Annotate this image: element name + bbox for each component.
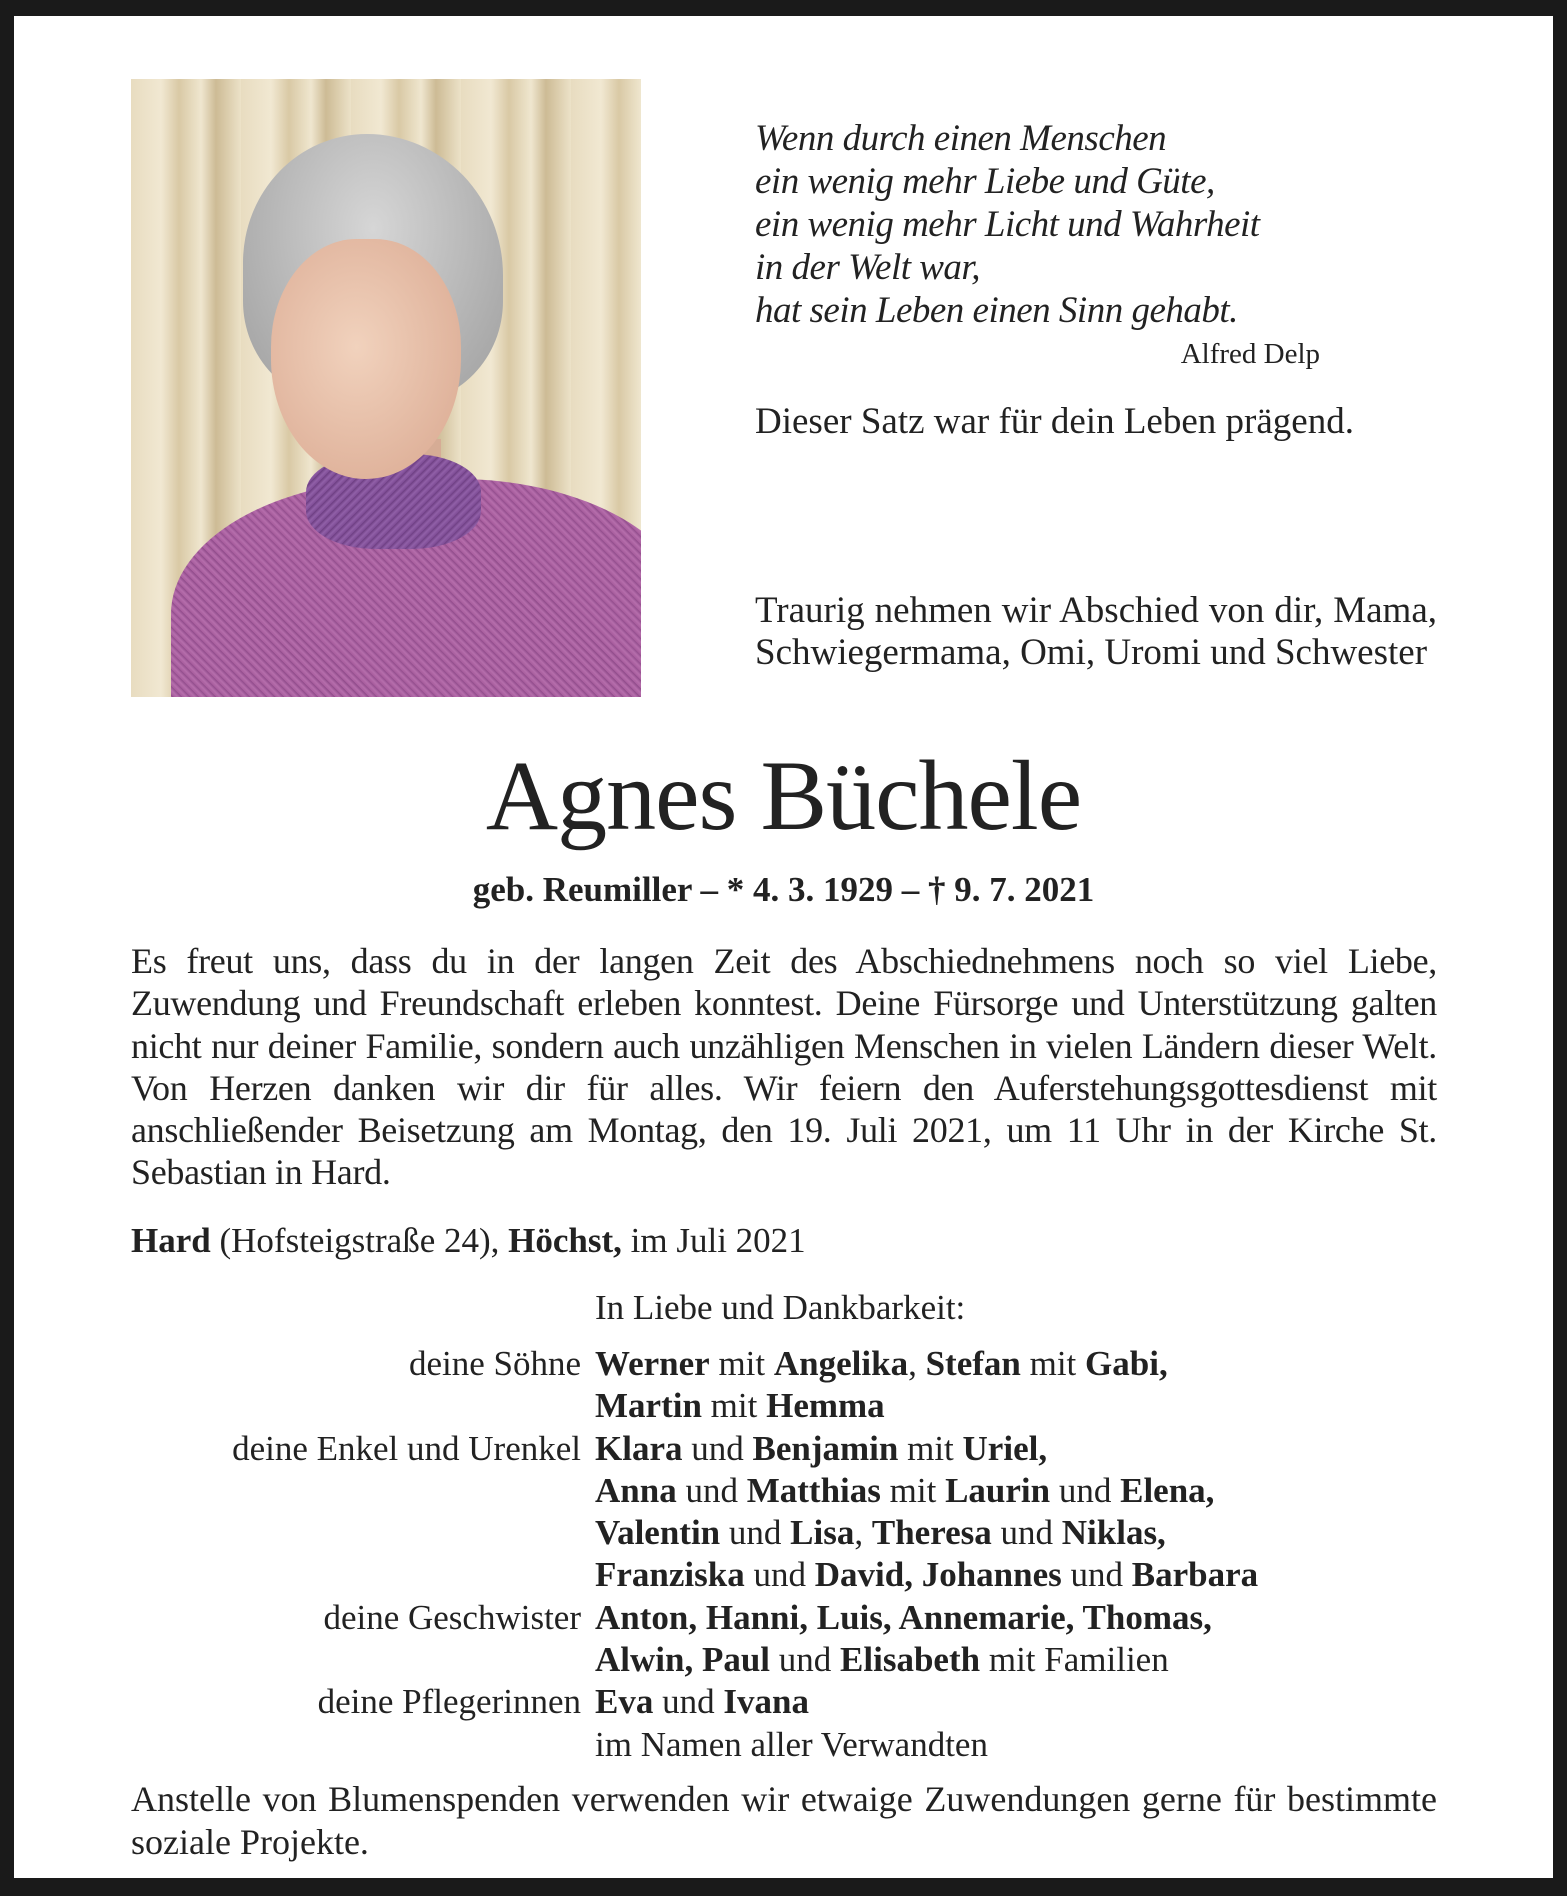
relation-label (131, 1470, 595, 1512)
mourner-row (131, 1639, 1461, 1681)
place-date-line (131, 1221, 806, 1261)
relation-label (131, 1385, 595, 1427)
mourner-row (131, 1512, 1461, 1554)
poem-line: hat sein Leben einen Sinn gehabt. (755, 290, 1238, 331)
relation-label: deine Söhne (408, 1344, 581, 1383)
relation-label: deine Enkel und Urenkel (232, 1428, 581, 1468)
relation-label: deine Geschwister (323, 1597, 581, 1637)
mourner-names: Klara und Benjamin mit Uriel, (595, 1428, 1048, 1468)
mourners-list (131, 1343, 1461, 1766)
portrait-photo (131, 79, 641, 697)
mourners-intro: In Liebe und Dankbarkeit: (595, 1288, 966, 1327)
mourner-names: Alwin, Paul und Elisabeth mit Familien (595, 1640, 1169, 1680)
mourner-row (131, 1470, 1461, 1512)
mourner-row (131, 1385, 1461, 1427)
mourner-names: im Namen aller Verwandten (595, 1724, 988, 1764)
mourner-row (131, 1554, 1461, 1596)
mourner-row (131, 1681, 1461, 1723)
mourner-row (131, 1597, 1461, 1639)
farewell-text: Traurig nehmen wir Abschied von dir, Mama, Schwiegermama, Omi, Uromi und Schwester (755, 590, 1437, 673)
mourner-names: Valentin und Lisa, Theresa und Niklas, (595, 1513, 1166, 1553)
mourner-names: Anna und Matthias mit Laurin und Elena, (595, 1470, 1215, 1510)
quote-note: Dieser Satz war für dein Leben prägend. (755, 401, 1354, 442)
poem-line: Wenn durch einen Menschen (755, 118, 1167, 159)
poem-line: ein wenig mehr Liebe und Güte, (755, 161, 1215, 202)
mourner-names: Eva und Ivana (595, 1682, 809, 1722)
relation-label: deine Pflegerinnen (317, 1682, 581, 1722)
town: Hard (131, 1221, 211, 1260)
birth-death-dates: geb. Reumiller – * 4. 3. 1929 – † 9. 7. 2021 (472, 870, 1095, 909)
mourner-names: Franziska und David, Johannes und Barbara (595, 1555, 1259, 1595)
deceased-name: Agnes Büchele (485, 740, 1082, 851)
poem-author: Alfred Delp (1180, 338, 1320, 370)
town: Höchst, (508, 1221, 622, 1260)
relation-label (131, 1512, 595, 1554)
address: (Hofsteigstraße 24), (210, 1221, 509, 1260)
closing-note: Anstelle von Blumenspenden verwenden wir etwaige Zuwendungen gerne für bestimmte soziale Projekte. (131, 1779, 1437, 1862)
poem-quote (755, 117, 1260, 332)
mourner-names: Martin mit Hemma (595, 1386, 885, 1426)
mourner-row (131, 1724, 1461, 1766)
relation-label (131, 1724, 595, 1766)
mourner-row (131, 1428, 1461, 1470)
mourner-names: Werner mit Angelika, Stefan mit Gabi, (595, 1344, 1168, 1383)
body-paragraph: Es freut uns, dass du in der langen Zeit des Abschiednehmens noch so viel Liebe, Zuwendung und Freundschaft erleben konntest. Deine Fürsorge und Unterstützung galten nicht nur deiner Familie, sondern auch unzähligen Menschen in vielen Ländern dieser Welt. Von Herzen danken wir dir für alles. Wir feiern den Auferstehungsgottesdienst mit anschließender Beisetzung am Montag, den 19. Juli 2021, um 11 Uhr in der Kirche St. Sebastian in Hard. (131, 941, 1437, 1193)
poem-line: ein wenig mehr Licht und Wahrheit (755, 204, 1260, 245)
poem-line: in der Welt war, (755, 247, 980, 288)
mourner-names: Anton, Hanni, Luis, Annemarie, Thomas, (595, 1597, 1212, 1637)
date: im Juli 2021 (621, 1221, 806, 1260)
relation-label (131, 1554, 595, 1596)
mourner-row (131, 1343, 1461, 1385)
relation-label (131, 1639, 595, 1681)
